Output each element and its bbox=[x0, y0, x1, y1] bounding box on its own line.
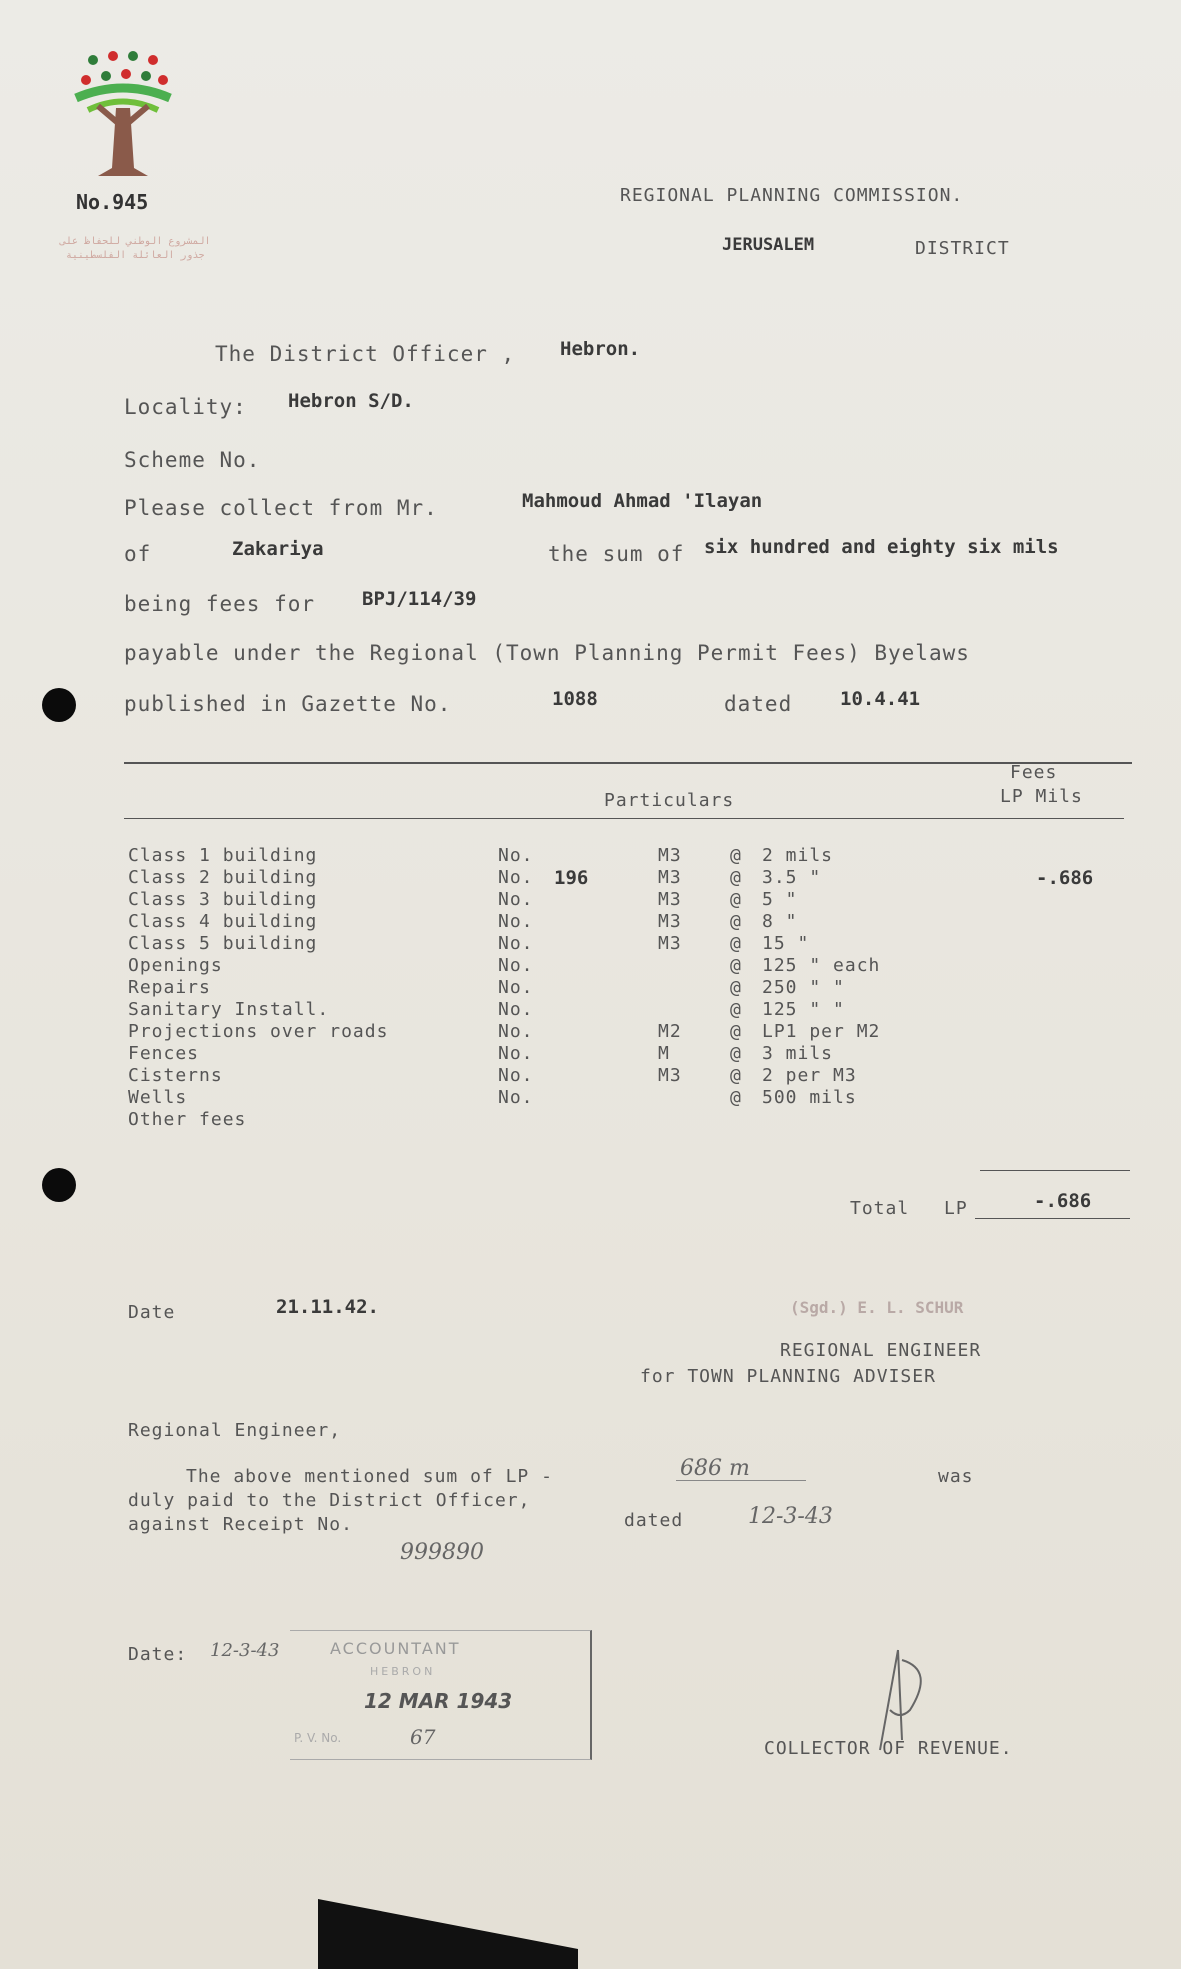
stamp-title: ACCOUNTANT bbox=[330, 1639, 461, 1658]
cell-name: Class 1 building bbox=[128, 845, 318, 866]
total-currency: LP bbox=[944, 1198, 968, 1219]
cell-unit: M3 bbox=[658, 867, 682, 888]
dated-label: dated bbox=[724, 692, 793, 716]
engineer-title-line2: for TOWN PLANNING ADVISER bbox=[640, 1366, 936, 1387]
cell-rate: 500 mils bbox=[762, 1087, 857, 1108]
total-value: -.686 bbox=[1034, 1190, 1092, 1212]
logo bbox=[68, 48, 178, 188]
gazette-value: 1088 bbox=[552, 688, 598, 710]
cell-no: No. bbox=[498, 955, 534, 976]
table-row bbox=[128, 955, 1128, 977]
district-name: JERUSALEM bbox=[722, 235, 815, 255]
collector-label: COLLECTOR OF REVENUE. bbox=[764, 1738, 1013, 1759]
engineer-title-line1: REGIONAL ENGINEER bbox=[780, 1340, 982, 1361]
receipt-number-handwritten: 999890 bbox=[400, 1540, 484, 1565]
receipt-dated-handwritten: 12-3-43 bbox=[748, 1504, 833, 1529]
dated-value: 10.4.41 bbox=[840, 688, 921, 710]
cell-name: Fences bbox=[128, 1043, 200, 1064]
table-row bbox=[128, 889, 1128, 911]
fees-header-line2: LP Mils bbox=[1000, 786, 1083, 807]
table-row bbox=[128, 845, 1128, 867]
cell-qty: 196 bbox=[554, 867, 589, 889]
accountant-stamp bbox=[290, 1630, 592, 1760]
cell-name: Projections over roads bbox=[128, 1021, 389, 1042]
cell-no: No. bbox=[498, 1087, 534, 1108]
payable-text: payable under the Regional (Town Planning Permit Fees) Byelaws bbox=[124, 641, 970, 665]
to-label: The District Officer , bbox=[215, 342, 516, 366]
locality-value: Hebron S/D. bbox=[288, 390, 414, 412]
cell-unit: M bbox=[658, 1043, 670, 1064]
receipt-line2: duly paid to the District Officer, bbox=[128, 1490, 531, 1511]
table-row bbox=[128, 867, 1128, 889]
cell-rate: 8 " bbox=[762, 911, 798, 932]
receipt-line1-b: was bbox=[938, 1466, 974, 1487]
cell-no: No. bbox=[498, 933, 534, 954]
table-top-rule bbox=[124, 762, 1132, 764]
logo-caption-line1: المشروع الوطني للحفاظ على bbox=[60, 236, 211, 247]
cell-at: @ bbox=[730, 911, 742, 932]
stamp-pv-value: 67 bbox=[410, 1725, 436, 1749]
collect-label: Please collect from Mr. bbox=[124, 496, 438, 520]
cell-no: No. bbox=[498, 977, 534, 998]
cell-rate: 125 " " bbox=[762, 999, 845, 1020]
scheme-label: Scheme No. bbox=[124, 448, 261, 472]
total-top-rule bbox=[980, 1170, 1130, 1171]
being-value: BPJ/114/39 bbox=[362, 588, 477, 610]
cell-fee: -.686 bbox=[1036, 867, 1094, 889]
receipt-line3-label: against Receipt No. bbox=[128, 1514, 353, 1535]
of-label: of bbox=[124, 542, 152, 566]
sum-label: the sum of bbox=[548, 542, 685, 566]
stamp-date: 12 MAR 1943 bbox=[364, 1689, 513, 1713]
cell-name: Sanitary Install. bbox=[128, 999, 330, 1020]
table-row bbox=[128, 1087, 1128, 1109]
cell-name: Openings bbox=[128, 955, 223, 976]
cell-at: @ bbox=[730, 845, 742, 866]
table-header-rule bbox=[124, 818, 1124, 819]
table-row bbox=[128, 1021, 1128, 1043]
cell-rate: 3.5 " bbox=[762, 867, 822, 888]
date-value: 21.11.42. bbox=[276, 1296, 379, 1318]
table-row bbox=[128, 977, 1128, 999]
cell-rate: 250 " " bbox=[762, 977, 845, 998]
cell-name: Class 3 building bbox=[128, 889, 318, 910]
cell-name: Class 4 building bbox=[128, 911, 318, 932]
cell-at: @ bbox=[730, 889, 742, 910]
receipt-dated-label: dated bbox=[624, 1510, 684, 1531]
date-label: Date bbox=[128, 1302, 176, 1323]
cell-no: No. bbox=[498, 999, 534, 1020]
cell-unit: M2 bbox=[658, 1021, 682, 1042]
cell-at: @ bbox=[730, 955, 742, 976]
cell-rate: 15 " bbox=[762, 933, 810, 954]
to-value: Hebron. bbox=[560, 338, 641, 360]
logo-number: No.945 bbox=[76, 190, 149, 214]
punch-hole-bottom bbox=[42, 1168, 76, 1202]
cell-unit: M3 bbox=[658, 889, 682, 910]
total-bottom-rule bbox=[975, 1218, 1130, 1219]
table-row bbox=[128, 1109, 1128, 1131]
amount-underline bbox=[676, 1480, 806, 1481]
particulars-header: Particulars bbox=[604, 790, 735, 811]
stamp-place: HEBRON bbox=[370, 1665, 436, 1678]
district-label: DISTRICT bbox=[915, 238, 1010, 259]
cell-rate: 125 " each bbox=[762, 955, 881, 976]
cell-no: No. bbox=[498, 845, 534, 866]
cell-unit: M3 bbox=[658, 1065, 682, 1086]
receipt-line1-a: The above mentioned sum of LP - bbox=[186, 1466, 553, 1487]
table-row bbox=[128, 911, 1128, 933]
cell-name: Wells bbox=[128, 1087, 188, 1108]
cell-name: Repairs bbox=[128, 977, 211, 998]
locality-label: Locality: bbox=[124, 395, 247, 419]
of-value: Zakariya bbox=[232, 538, 324, 560]
scan-edge-shadow bbox=[318, 1899, 578, 1969]
being-label: being fees for bbox=[124, 592, 316, 616]
cell-no: No. bbox=[498, 1043, 534, 1064]
cell-unit: M3 bbox=[658, 845, 682, 866]
fees-table bbox=[128, 845, 1128, 1131]
cell-at: @ bbox=[730, 977, 742, 998]
stamp-pv-label: P. V. No. bbox=[294, 1731, 342, 1745]
receipt-addressee: Regional Engineer, bbox=[128, 1420, 342, 1441]
cell-at: @ bbox=[730, 1043, 742, 1064]
cell-name: Cisterns bbox=[128, 1065, 223, 1086]
gazette-label: published in Gazette No. bbox=[124, 692, 452, 716]
cell-name: Class 2 building bbox=[128, 867, 318, 888]
cell-no: No. bbox=[498, 1021, 534, 1042]
table-row bbox=[128, 999, 1128, 1021]
cell-rate: 2 per M3 bbox=[762, 1065, 857, 1086]
total-label: Total bbox=[850, 1198, 910, 1219]
cell-rate: 3 mils bbox=[762, 1043, 834, 1064]
sum-value: six hundred and eighty six mils bbox=[704, 536, 1059, 558]
cell-no: No. bbox=[498, 867, 534, 888]
table-row bbox=[128, 1065, 1128, 1087]
cell-no: No. bbox=[498, 1065, 534, 1086]
engineer-signature: (Sgd.) E. L. SCHUR bbox=[790, 1298, 964, 1317]
cell-no: No. bbox=[498, 911, 534, 932]
table-row bbox=[128, 1043, 1128, 1065]
receipt-date-handwritten: 12-3-43 bbox=[210, 1640, 280, 1661]
family-tree-icon bbox=[68, 48, 178, 188]
receipt-date-label: Date: bbox=[128, 1644, 188, 1665]
cell-no: No. bbox=[498, 889, 534, 910]
cell-unit: M3 bbox=[658, 933, 682, 954]
logo-caption-line2: جذور العائلة الفلسطينية bbox=[66, 250, 205, 261]
cell-at: @ bbox=[730, 1087, 742, 1108]
receipt-amount-handwritten: 686 m bbox=[680, 1456, 750, 1481]
cell-name: Class 5 building bbox=[128, 933, 318, 954]
cell-at: @ bbox=[730, 999, 742, 1020]
cell-at: @ bbox=[730, 1065, 742, 1086]
cell-rate: LP1 per M2 bbox=[762, 1021, 881, 1042]
cell-name: Other fees bbox=[128, 1109, 247, 1130]
commission-title: REGIONAL PLANNING COMMISSION. bbox=[620, 185, 964, 206]
cell-at: @ bbox=[730, 933, 742, 954]
cell-rate: 2 mils bbox=[762, 845, 834, 866]
cell-at: @ bbox=[730, 867, 742, 888]
fees-header-line1: Fees bbox=[1010, 762, 1058, 783]
cell-rate: 5 " bbox=[762, 889, 798, 910]
cell-at: @ bbox=[730, 1021, 742, 1042]
cell-unit: M3 bbox=[658, 911, 682, 932]
collect-value: Mahmoud Ahmad 'Ilayan bbox=[522, 490, 763, 512]
punch-hole-top bbox=[42, 688, 76, 722]
table-row bbox=[128, 933, 1128, 955]
